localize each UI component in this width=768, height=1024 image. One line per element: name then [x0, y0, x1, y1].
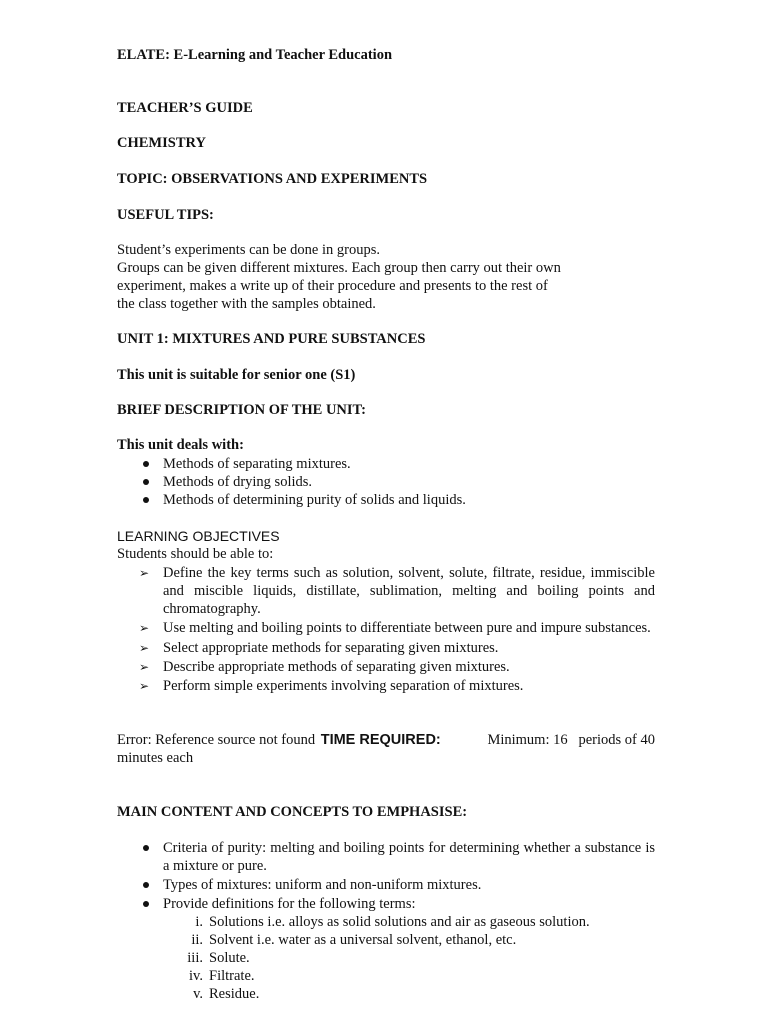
arrow-bullet-icon: ➢ — [139, 679, 150, 693]
tips-line-2: Groups can be given different mixtures. Each group then carry out their own experiment, makes a write up of their procedure and presents to the rest of the class together with the samples obtained. — [117, 260, 561, 312]
time-required-value: Minimum: 16 periods of 40 — [487, 732, 655, 748]
time-line-1 — [117, 731, 655, 749]
list-item: iii. Solute. — [117, 949, 655, 967]
time-required-value-cont: minutes each — [117, 750, 194, 766]
roman-numeral: v. — [193, 986, 203, 1002]
bullet-icon — [143, 461, 149, 467]
unit-title: UNIT 1: MIXTURES AND PURE SUBSTANCES — [117, 331, 426, 347]
teachers-guide-heading: TEACHER’S GUIDE — [117, 100, 253, 116]
list-item: ➢ Use melting and boiling points to differentiate between pure and impure substances. — [139, 620, 651, 636]
objectives-list — [117, 564, 655, 695]
roman-numeral: iii. — [187, 950, 203, 966]
bullet-icon — [143, 901, 149, 907]
list-item: iv. Filtrate. — [117, 967, 655, 985]
main-content-heading: MAIN CONTENT AND CONCEPTS TO EMPHASISE: — [117, 804, 468, 820]
objectives-intro: Students should be able to: — [117, 546, 274, 562]
document-header: ELATE: E-Learning and Teacher Education — [117, 47, 393, 63]
list-item: Types of mixtures: uniform and non-uniform mixtures. — [117, 876, 655, 894]
deals-with-list — [117, 455, 655, 509]
learning-objectives-heading: LEARNING OBJECTIVES — [117, 528, 280, 544]
definitions-list — [117, 913, 655, 1003]
bullet-icon — [143, 479, 149, 485]
list-item: v. Residue. — [117, 985, 655, 1003]
arrow-bullet-icon: ➢ — [139, 641, 150, 655]
list-item: ➢ Define the key terms such as solution, solvent, solute, filtrate, residue, immiscible and miscible liquids, distillate, sublimation, melting and boiling points and chromatography. — [139, 565, 655, 617]
bullet-icon — [143, 497, 149, 503]
roman-numeral: i. — [195, 914, 203, 930]
topic-heading: TOPIC: OBSERVATIONS AND EXPERIMENTS — [117, 171, 428, 187]
subject-heading: CHEMISTRY — [117, 135, 206, 151]
unit-suitability: This unit is suitable for senior one (S1) — [117, 367, 356, 383]
tips-line-1: Student’s experiments can be done in groups. — [117, 242, 380, 258]
arrow-bullet-icon: ➢ — [139, 660, 150, 674]
list-item: Methods of drying solids. — [117, 473, 655, 491]
arrow-bullet-icon: ➢ — [139, 566, 150, 580]
deals-with-heading: This unit deals with: — [117, 437, 244, 453]
brief-description-heading: BRIEF DESCRIPTION OF THE UNIT: — [117, 402, 366, 418]
roman-numeral: iv. — [189, 968, 203, 984]
list-item: Provide definitions for the following terms: — [117, 895, 655, 913]
reference-error-text: Error: Reference source not found — [117, 732, 316, 748]
list-item: ➢ Perform simple experiments involving separation of mixtures. — [139, 678, 524, 694]
bullet-icon — [143, 882, 149, 888]
time-required-block — [117, 731, 655, 767]
list-item: ➢ Select appropriate methods for separating given mixtures. — [139, 640, 499, 656]
list-item: Criteria of purity: melting and boiling points for determining whether a substance is a mixture or pure. — [117, 839, 655, 875]
arrow-bullet-icon: ➢ — [139, 621, 150, 635]
roman-numeral: ii. — [191, 932, 203, 948]
list-item: Methods of determining purity of solids and liquids. — [117, 491, 655, 509]
time-required-label: TIME REQUIRED: — [320, 732, 441, 748]
useful-tips-heading: USEFUL TIPS: — [117, 207, 214, 223]
list-item: i. Solutions i.e. alloys as solid solutions and air as gaseous solution. — [117, 913, 655, 931]
document-page — [117, 44, 655, 1003]
bullet-icon — [143, 845, 149, 851]
list-item: ii. Solvent i.e. water as a universal solvent, ethanol, etc. — [117, 931, 655, 949]
list-item: Methods of separating mixtures. — [117, 455, 655, 473]
list-item: ➢ Describe appropriate methods of separating given mixtures. — [139, 659, 510, 675]
main-content-list — [117, 839, 655, 913]
